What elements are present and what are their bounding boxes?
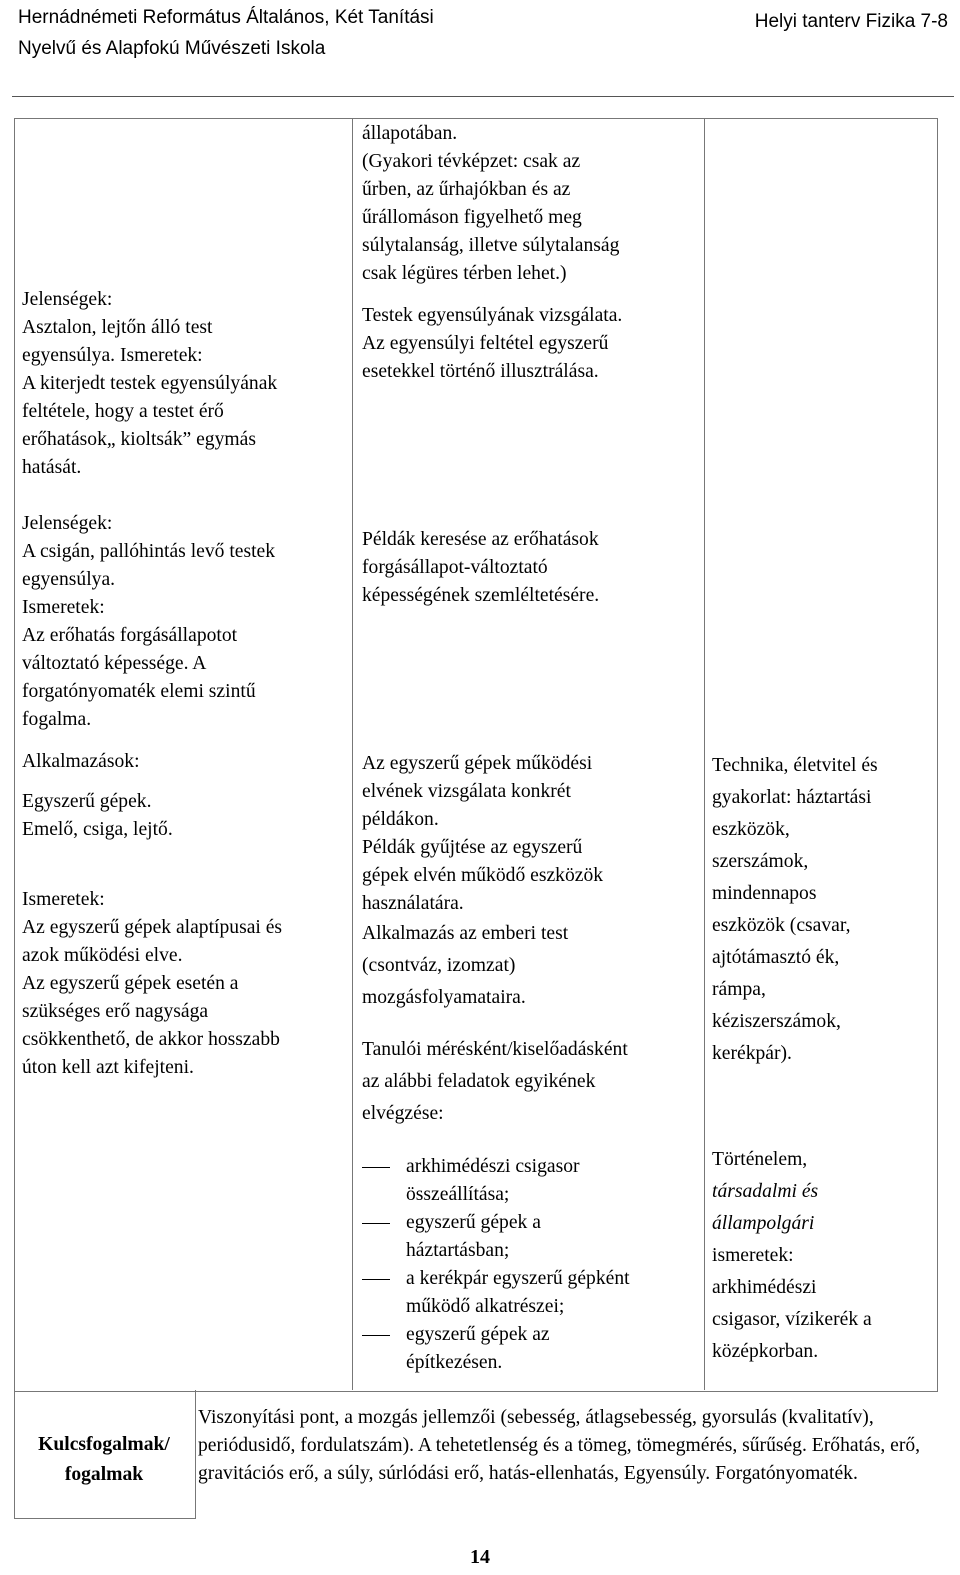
school-name: Hernádnémeti Református Általános, Két Tanítási Nyelvű és Alapfokú Művészeti Iskola [18,7,434,59]
col2-block-misconception: állapotában. (Gyakori tévképzet: csak az űrben, az űrhajókban és az űrállomáson figyelhető meg súlytalanság, illetve súlytalanság csak légüres térben lehet.) [362,123,620,284]
col2-task-list [362,1153,700,1377]
col2-block-student-tasks: Tanulói mérésként/kiselőadásként az alábbi feladatok egyikének elvégzése: [362,1039,628,1124]
col2-block-machine-study: Az egyszerű gépek működési elvének vizsgálata konkrét példákon. Példák gyűjtése az egyszerű gépek elvén működő eszközök használatára. [362,753,604,914]
page-number: 14 [470,1546,490,1568]
key-concepts-text: Viszonyítási pont, a mozgás jellemzői (sebesség, átlagsebesség, gyorsulás (kvalitatív), periódusidő, fordulatszám). A tehetetlenség és a tömeg, tömegmérés, sűrűség. Erőhatás, erő, gravitációs erő, a súly, súrlódási erő, hatás-ellenhatás, Egyensúly. Forgatónyomaték. [198,1407,921,1484]
col3-block-history: Történelem, társadalmi és állampolgári ismeretek: arkhimédészi csigasor, vízikerék a középkorban. [712,1149,872,1362]
list-item: arkhimédészi csigasor összeállítása; [362,1153,700,1209]
header-rule [12,96,954,97]
list-item: egyszerű gépek az építkezésen. [362,1321,700,1377]
col1-block-applications: Alkalmazások: Egyszerű gépek. Emelő, csiga, lejtő. [22,751,173,840]
list-item: a kerékpár egyszerű gépként működő alkatrészei; [362,1265,700,1321]
list-item: egyszerű gépek a háztartásban; [362,1209,700,1265]
col2-block-equilibrium-study: Testek egyensúlyának vizsgálata. Az egyensúlyi feltétel egyszerű esetekkel történő illusztrálása. [362,305,623,382]
col1-block-equilibrium: Jelenségek: Asztalon, lejtőn álló test egyensúlya. Ismeretek: A kiterjedt testek egyensúlyának feltétele, hogy a testet érő erőhatások„ kioltsák” egymás hatását. [22,289,278,478]
page-header [0,0,960,98]
col1-block-torque: Jelenségek: A csigán, pallóhintás levő testek egyensúlya. Ismeretek: Az erőhatás forgásállapotot változtató képessége. A forgatónyomaték elemi szintű fogalma. [22,513,276,730]
column-divider-2 [704,118,705,1390]
key-concepts-label: Kulcsfogalmak/ fogalmak [38,1434,170,1485]
col3-block-technology: Technika, életvitel és gyakorlat: háztartási eszközök, szerszámok, mindennapos eszközök (csavar, ajtótámasztó ék, rámpa, kéziszerszámok, kerékpár). [712,755,878,1064]
col1-block-simple-machines: Ismeretek: Az egyszerű gépek alaptípusai és azok működési elve. Az egyszerű gépek esetén a szükséges erő nagysága csökkenthető, de akkor hosszabb úton kell azt kifejteni. [22,889,283,1078]
document-title: Helyi tanterv Fizika 7-8 [754,11,948,32]
column-divider-1 [352,118,353,1390]
col2-block-examples: Példák keresése az erőhatások forgásállapot-változtató képességének szemléltetésére. [362,529,600,606]
col2-block-human-body: Alkalmazás az emberi test (csontváz, izomzat) mozgásfolyamataira. [362,923,569,1008]
